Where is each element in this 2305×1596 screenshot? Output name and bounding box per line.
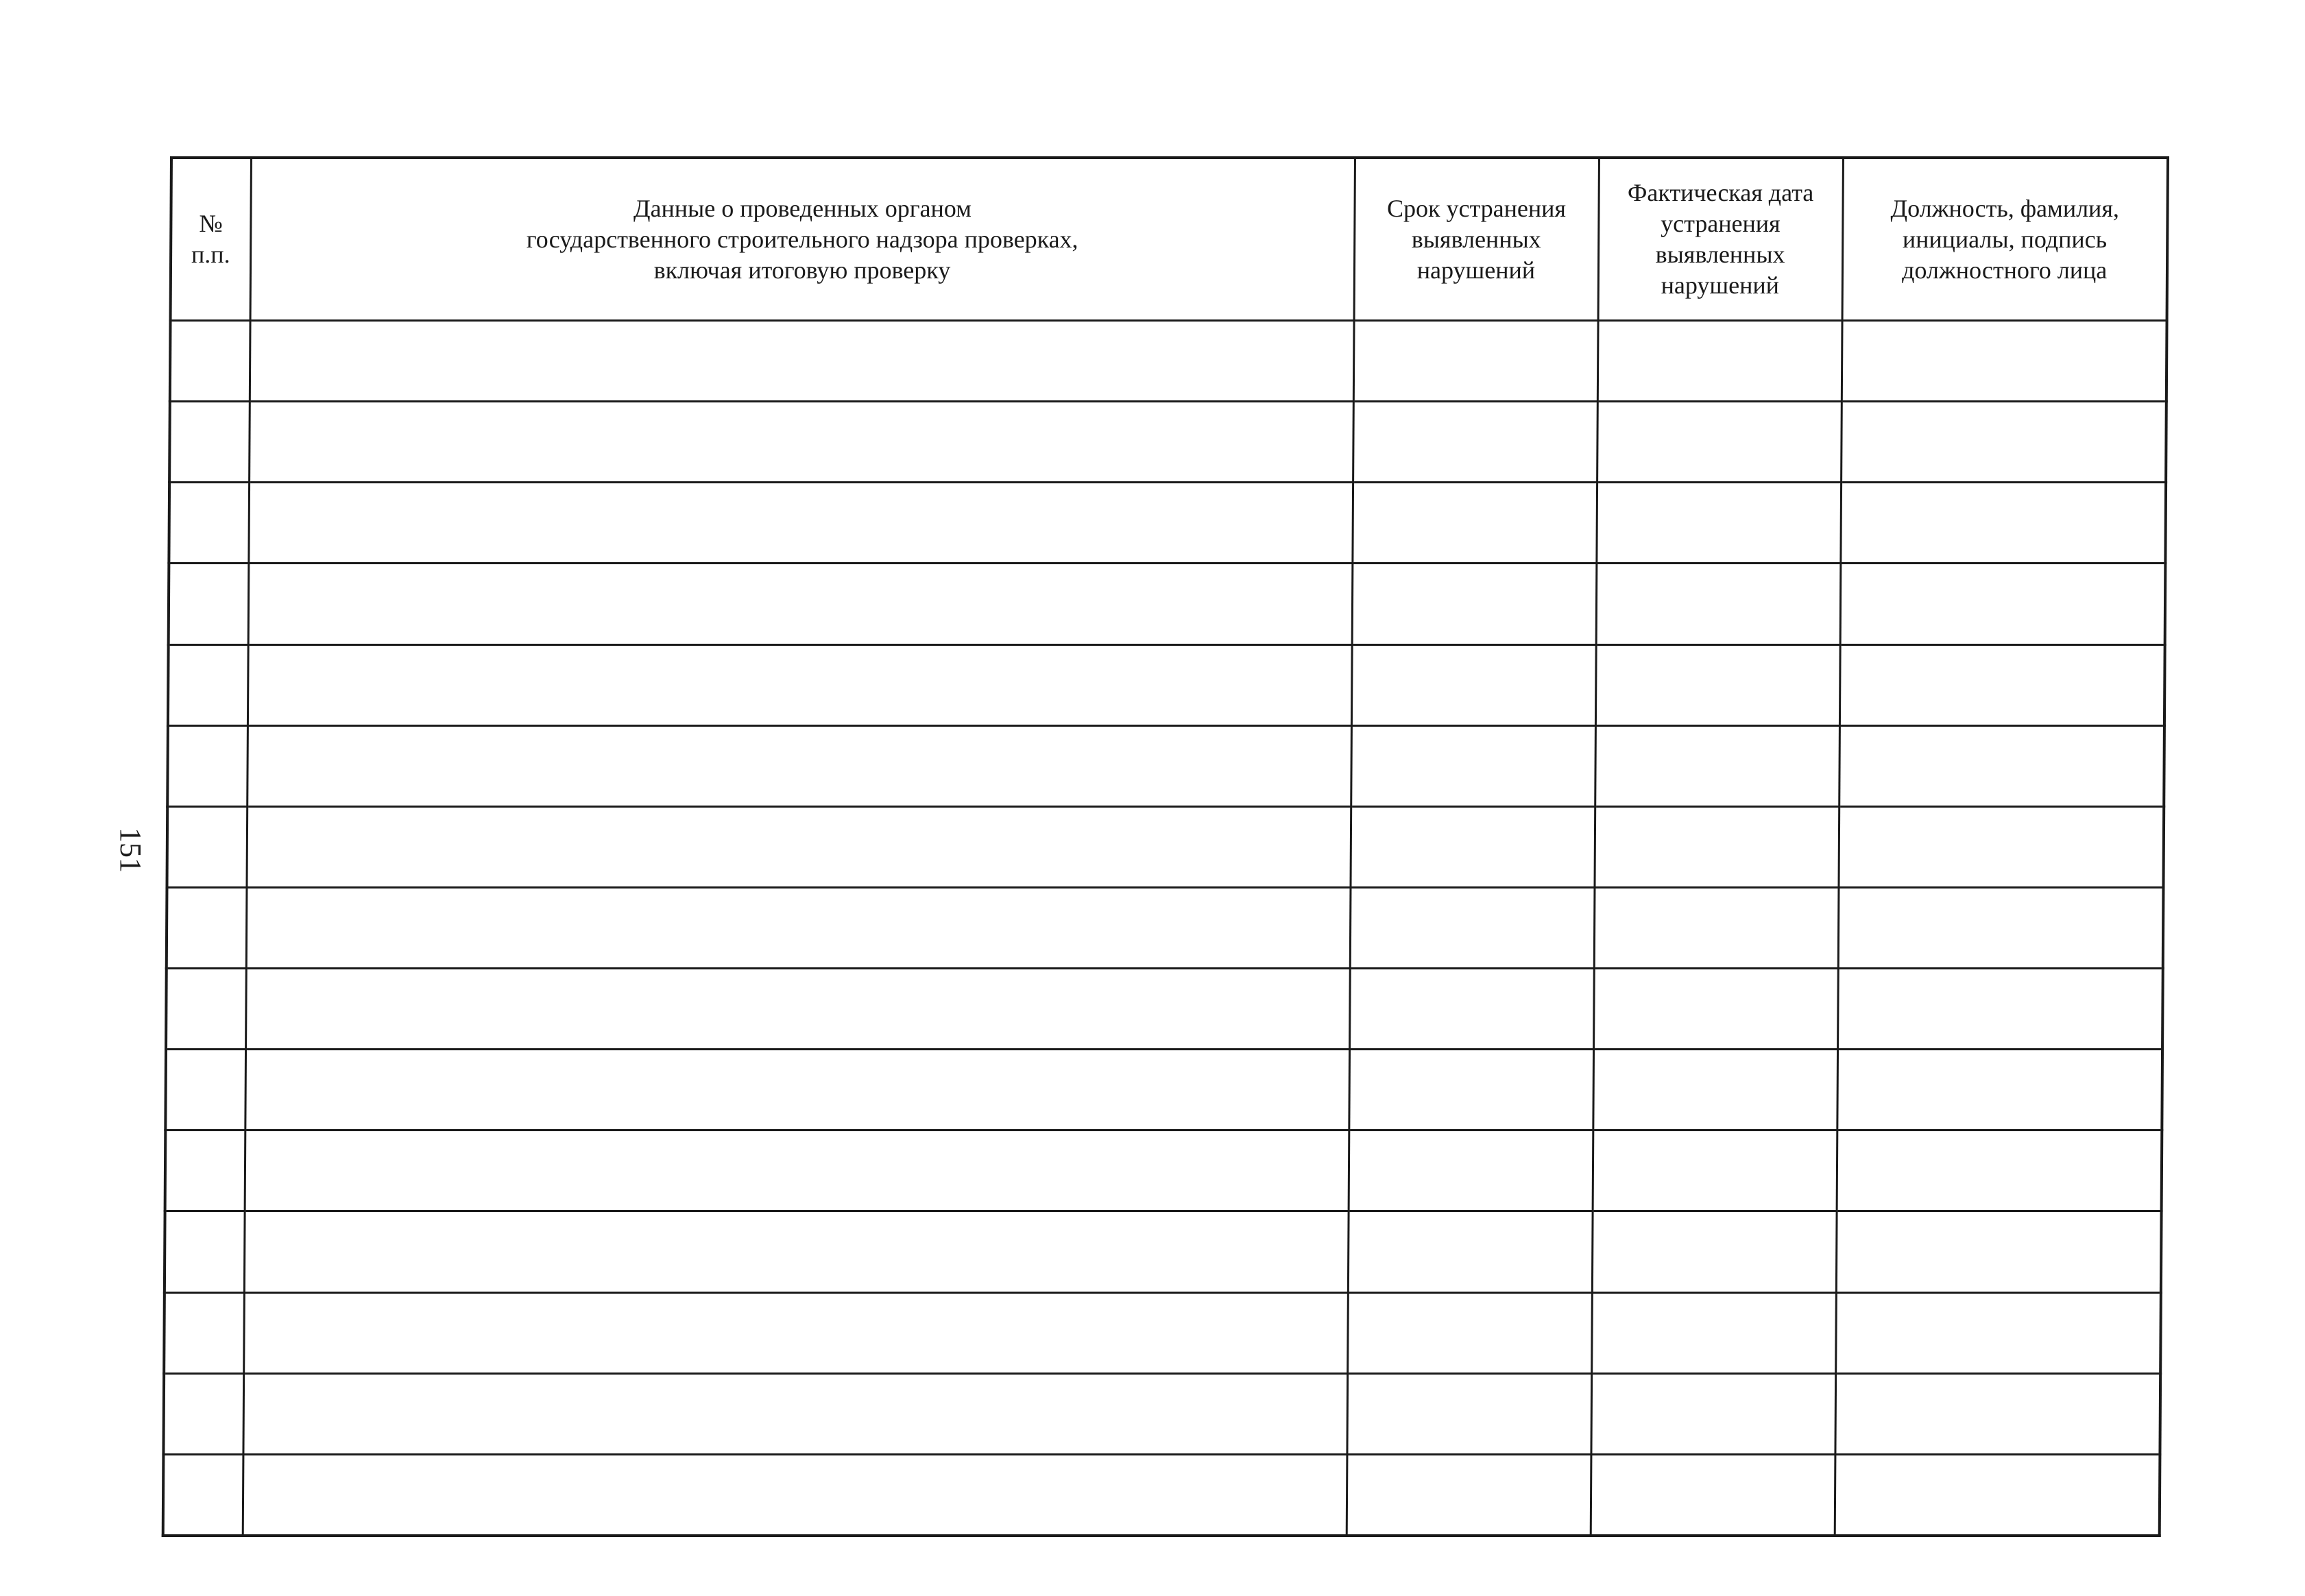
table-row [166, 969, 2163, 1050]
cell-actual-date [1596, 564, 1841, 644]
cell-actual-date [1596, 483, 1841, 564]
cell-official-signature [1838, 887, 2164, 968]
cell-row-number [168, 644, 248, 725]
cell-official-signature [1835, 1454, 2160, 1536]
cell-actual-date [1594, 806, 1839, 887]
cell-row-number [166, 969, 246, 1050]
table-row [169, 402, 2167, 483]
cell-actual-date [1591, 1373, 1835, 1454]
cell-actual-date [1592, 1211, 1837, 1292]
cell-official-signature [1835, 1373, 2160, 1454]
cell-deadline [1349, 1130, 1593, 1211]
cell-actual-date [1595, 644, 1840, 725]
table-row [165, 1211, 2162, 1292]
cell-inspection-data [245, 969, 1350, 1050]
cell-official-signature [1836, 1211, 2162, 1292]
cell-actual-date [1594, 887, 1839, 968]
cell-inspection-data [246, 806, 1351, 887]
cell-row-number [165, 1211, 245, 1292]
cell-actual-date [1593, 1130, 1837, 1211]
cell-inspection-data [243, 1292, 1348, 1373]
cell-deadline [1352, 564, 1597, 644]
cell-official-signature [1840, 564, 2166, 644]
cell-inspection-data [244, 1211, 1349, 1292]
cell-row-number [170, 321, 250, 402]
cell-official-signature [1837, 1050, 2162, 1130]
table-row [165, 1130, 2162, 1211]
cell-row-number [167, 887, 247, 968]
cell-row-number [169, 402, 250, 483]
header-inspection-data: Данные о проведенных органом государственного строительного надзора проверках, включая итоговую проверку [250, 158, 1355, 321]
page-number: 151 [114, 827, 147, 873]
cell-official-signature [1839, 644, 2165, 725]
table-row [167, 725, 2164, 806]
cell-actual-date [1593, 969, 1838, 1050]
cell-official-signature [1839, 725, 2164, 806]
cell-inspection-data [245, 1050, 1349, 1130]
cell-inspection-data [249, 402, 1353, 483]
cell-deadline [1349, 1050, 1593, 1130]
cell-inspection-data [248, 644, 1352, 725]
cell-official-signature [1837, 969, 2163, 1050]
table-row [167, 887, 2164, 968]
table-row [163, 1454, 2160, 1536]
cell-deadline [1353, 321, 1598, 402]
cell-official-signature [1838, 806, 2164, 887]
cell-official-signature [1835, 1292, 2161, 1373]
cell-deadline [1350, 887, 1595, 968]
cell-row-number [169, 564, 249, 644]
cell-deadline [1347, 1454, 1591, 1536]
cell-deadline [1353, 402, 1597, 483]
cell-official-signature [1842, 321, 2167, 402]
cell-deadline [1347, 1292, 1592, 1373]
cell-row-number [163, 1373, 243, 1454]
table-row [163, 1373, 2160, 1454]
cell-official-signature [1840, 483, 2166, 564]
cell-row-number [164, 1292, 244, 1373]
cell-inspection-data [243, 1373, 1347, 1454]
header-deadline: Срок устранения выявленных нарушений [1354, 158, 1599, 321]
cell-inspection-data [245, 1130, 1349, 1211]
cell-deadline [1347, 1373, 1591, 1454]
cell-row-number [167, 725, 248, 806]
cell-deadline [1349, 969, 1594, 1050]
cell-official-signature [1841, 402, 2167, 483]
cell-actual-date [1591, 1454, 1835, 1536]
cell-inspection-data [247, 725, 1351, 806]
cell-actual-date [1597, 402, 1842, 483]
cell-inspection-data [248, 564, 1353, 644]
cell-row-number [165, 1050, 245, 1130]
header-row-number: № п.п. [171, 158, 251, 321]
cell-deadline [1350, 806, 1595, 887]
table-row [169, 483, 2166, 564]
cell-actual-date [1595, 725, 1839, 806]
table-row [164, 1292, 2161, 1373]
table-row [169, 564, 2166, 644]
cell-actual-date [1593, 1050, 1837, 1130]
cell-actual-date [1591, 1292, 1836, 1373]
table-row [165, 1050, 2162, 1130]
cell-actual-date [1597, 321, 1842, 402]
table-row [170, 321, 2167, 402]
header-actual-date: Фактическая дата устранения выявленных нарушений [1598, 158, 1843, 321]
cell-row-number [167, 806, 247, 887]
table-row [168, 644, 2165, 725]
cell-row-number [169, 483, 249, 564]
cell-deadline [1352, 483, 1597, 564]
table-row [167, 806, 2164, 887]
cell-deadline [1351, 644, 1596, 725]
cell-deadline [1348, 1211, 1593, 1292]
cell-official-signature [1837, 1130, 2162, 1211]
inspection-log-table [162, 156, 2169, 1537]
cell-row-number [163, 1454, 243, 1536]
cell-row-number [165, 1130, 245, 1211]
table-body [163, 321, 2167, 1536]
cell-inspection-data [243, 1454, 1347, 1536]
table-header-row [171, 158, 2168, 321]
cell-inspection-data [246, 887, 1351, 968]
cell-inspection-data [250, 321, 1354, 402]
cell-inspection-data [248, 483, 1353, 564]
header-official-signature: Должность, фамилия, инициалы, подпись должностного лица [1842, 158, 2168, 321]
cell-deadline [1351, 725, 1595, 806]
